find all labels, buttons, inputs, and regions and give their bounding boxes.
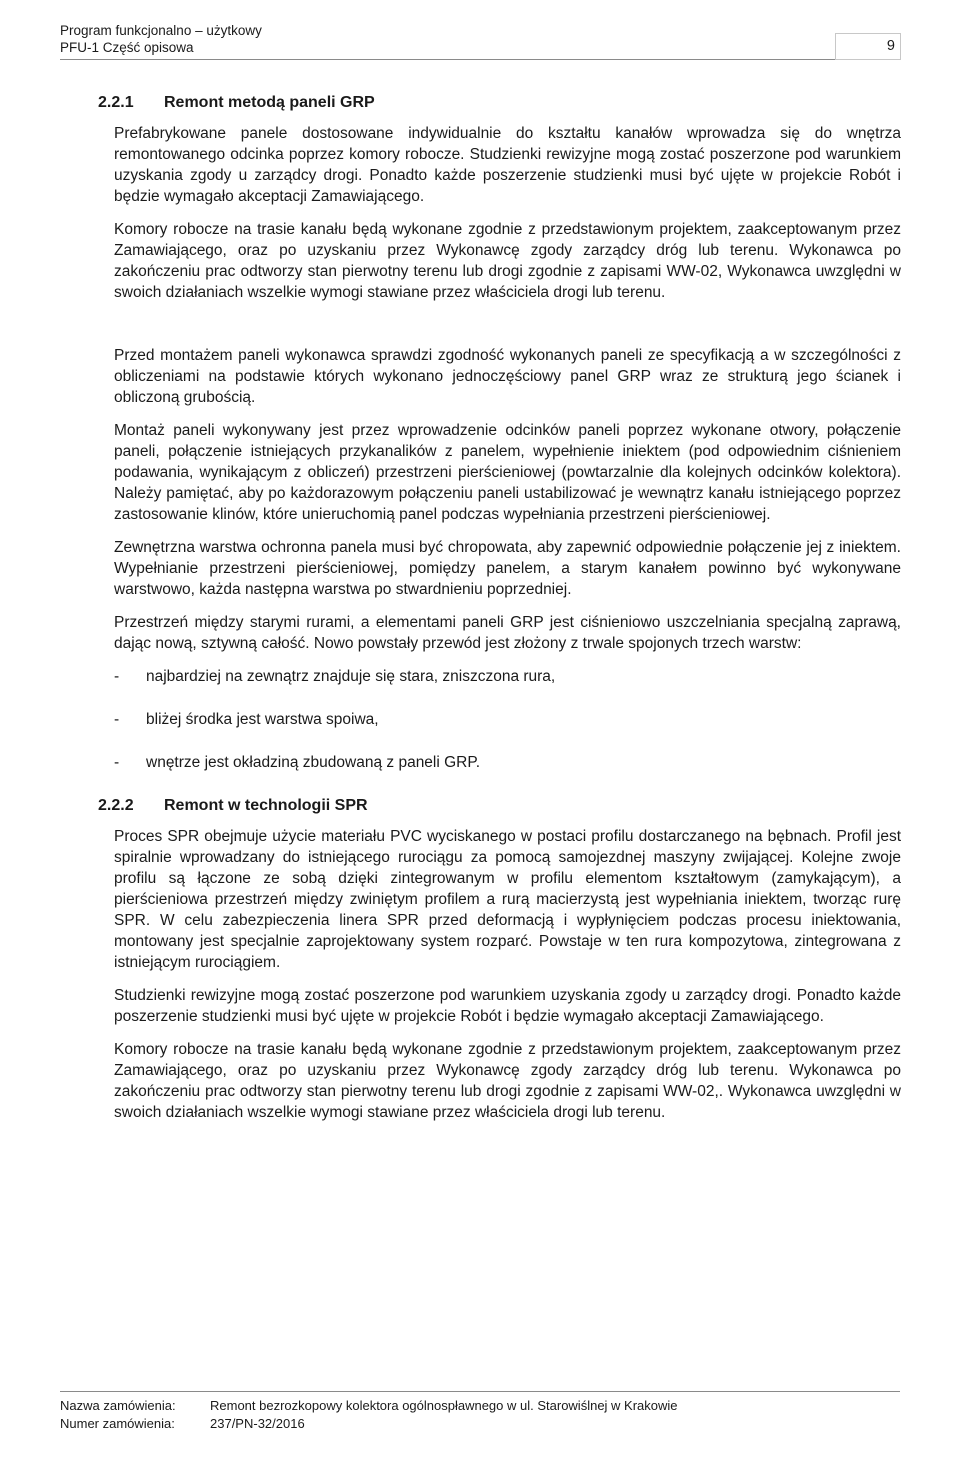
list-item xyxy=(114,752,901,773)
paragraph: Montaż paneli wykonywany jest przez wprowadzenie odcinków paneli poprzez wykonane otwory, połączenie paneli, połączenie istniejących przykanalików z panelem, wypełnienie iniektem (pod odpowiednim ciśnieniem podawania, wynikającym z obliczeń) przestrzeni pierścieniowej (powtarzalnie dla kolejnych odcinków kolektora). Należy pamiętać, aby po każdorazowym połączeniu paneli ustabilizować je wewnątrz kanału istniejącego poprzez zastosowanie klinów, które unieruchomią panel podczas wypełniania przestrzeni pierścieniowej. xyxy=(114,422,901,523)
section-heading-2-2-1 xyxy=(98,92,901,113)
section-number: 2.2.2 xyxy=(98,797,134,814)
paragraph: Prefabrykowane panele dostosowane indywidualnie do kształtu kanałów wprowadza się do wnętrza remontowanego odcinka poprzez komory robocze. Studzienki rewizyjne mogą zostać poszerzone pod warunkiem uzyskania zgody u zarządcy drogi. Ponadto każde poszerzenie studzienki musi być ujęte w projekcie Robót i będzie wymagało akceptacji Zamawiającego. xyxy=(114,125,901,205)
section-title: Remont metodą paneli GRP xyxy=(164,94,375,111)
paragraph: Zewnętrzna warstwa ochronna panela musi być chropowata, aby zapewnić odpowiednie połączenie jej z iniektem. Wypełnianie przestrzeni pierścieniowej, pomiędzy panelem, a starym kanałem powinno być wykonywane warstwowo, każda następna warstwa po stwardnieniu poprzedniej. xyxy=(114,539,901,598)
document-title xyxy=(60,22,262,56)
list-item-text: najbardziej na zewnątrz znajduje się stara, zniszczona rura, xyxy=(146,668,556,685)
bullet-marker: - xyxy=(114,754,120,771)
paragraph: Przestrzeń między starymi rurami, a elementami paneli GRP jest ciśnieniowo uszczelniania specjalną zaprawą, dając nową, sztywną całość. Nowo powstały przewód jest złożony z trwale spojonych trzech warstw: xyxy=(114,614,901,652)
spacer xyxy=(114,315,901,345)
page-number: 9 xyxy=(835,33,901,60)
section-title: Remont w technologii SPR xyxy=(164,797,368,814)
order-number-value: 237/PN-32/2016 xyxy=(210,1416,305,1431)
paragraph: Przed montażem paneli wykonawca sprawdzi zgodność wykonanych paneli ze specyfikacją a w szczególności z obliczeniami na podstawie których wykonano jednoczęściowy panel GRP wraz ze strukturą jego ścianek i obliczoną grubością. xyxy=(114,347,901,406)
footer-divider xyxy=(60,1391,900,1392)
document-title-line2: PFU-1 Część opisowa xyxy=(60,40,194,55)
bullet-marker: - xyxy=(114,711,120,728)
section-heading-2-2-2 xyxy=(98,795,901,816)
header-divider xyxy=(60,59,835,60)
order-name-value: Remont bezrozkopowy kolektora ogólnospławnego w ul. Starowiślnej w Krakowie xyxy=(210,1398,678,1413)
section-number: 2.2.1 xyxy=(98,94,134,111)
bullet-marker: - xyxy=(114,668,120,685)
list-item xyxy=(114,666,901,687)
list-item xyxy=(114,709,901,730)
document-body xyxy=(98,92,901,1135)
paragraph: Komory robocze na trasie kanału będą wykonane zgodnie z przedstawionym projektem, zaakceptowanym przez Zamawiającego, oraz po uzyskaniu przez Wykonawcę zgody zarządcy dróg lub terenu. Wykonawca po zakończeniu prac odtworzy stan pierwotny terenu lub drogi zgodnie z zapisami WW-02,. Wykonawca uwzględni w swoich działaniach wszelkie wymogi stawiane przez właściciela drogi lub terenu. xyxy=(114,1041,901,1121)
order-name-row xyxy=(60,1397,678,1415)
paragraph: Studzienki rewizyjne mogą zostać poszerzone pod warunkiem uzyskania zgody u zarządcy drogi. Ponadto każde poszerzenie studzienki musi być ujęte w projekcie Robót i będzie wymagało akceptacji Zamawiającego. xyxy=(114,987,901,1025)
order-number-label: Numer zamówienia: xyxy=(60,1416,175,1431)
paragraph: Komory robocze na trasie kanału będą wykonane zgodnie z przedstawionym projektem, zaakceptowanym przez Zamawiającego, oraz po uzyskaniu przez Wykonawcę zgody zarządcy dróg lub terenu. Wykonawca po zakończeniu prac odtworzy stan pierwotny terenu lub drogi zgodnie z zapisami WW-02, Wykonawca uwzględni w swoich działaniach wszelkie wymogi stawiane przez właściciela drogi lub terenu. xyxy=(114,221,901,301)
paragraph: Proces SPR obejmuje użycie materiału PVC wyciskanego w postaci profilu dostarczanego na bębnach. Profil jest spiralnie wprowadzany do istniejącego rurociągu za pomocą samojezdnej maszyny zwijającej. Kolejne zwoje profilu są łączone ze sobą dzięki zintegrowanym w profilu elementom kształtowym (zamykającym), a pierścieniowa przestrzeń między zwiniętym profilem a rurą macierzystą jest wypełniania iniektem, tworząc rurę SPR. W celu zabezpieczenia linera SPR przed deformacją i wypłynięciem podczas procesu iniektowania, montowany jest specjalnie zaprojektowany system rozparć. Powstaje w ten rura kompozytowa, zintegrowana z istniejącym rurociągiem. xyxy=(114,828,901,971)
list-item-text: wnętrze jest okładziną zbudowaną z paneli GRP. xyxy=(146,754,481,771)
list-item-text: bliżej środka jest warstwa spoiwa, xyxy=(146,711,379,728)
document-title-line1: Program funkcjonalno – użytkowy xyxy=(60,23,262,38)
order-number-row xyxy=(60,1415,678,1433)
order-name-label: Nazwa zamówienia: xyxy=(60,1398,176,1413)
layer-list xyxy=(114,666,901,773)
page-footer xyxy=(60,1397,678,1433)
